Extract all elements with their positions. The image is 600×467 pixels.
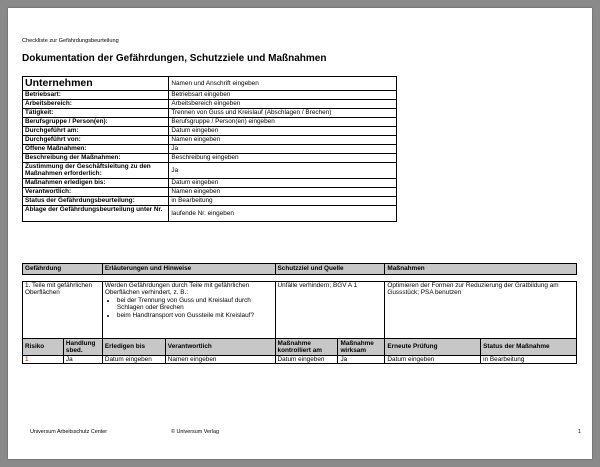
explanation-intro: Werden Gefährdungen durch Teile mit gefährlichen Oberflächen verhindert, z. B.: [104, 282, 250, 297]
info-value[interactable]: Arbeitsbereich eingeben [169, 100, 397, 109]
info-key: Verantwortlich: [23, 188, 169, 197]
col-header-massnahmen: Maßnahmen [385, 264, 577, 275]
col-header-gefaehrdung: Gefährdung [23, 264, 103, 275]
info-key: Durchgeführt von: [23, 136, 169, 145]
page-number: 1 [578, 429, 581, 435]
measure-status-value[interactable]: in Bearbeitung [481, 356, 577, 364]
sub-header-wirksam: Maßnahme wirksam [338, 339, 385, 356]
measures-cell[interactable]: Optimieren der Formen zur Reduzierung der Gratbildung am Gussstück; PSA benutzen [385, 282, 577, 339]
list-item: • bei der Trennung von Guss und Kreislauf durch Schlagen oder Brechen [117, 297, 273, 312]
checklist-label: Checkliste zur Gefährdungsbeurteilung [22, 38, 119, 44]
info-key-unternehmen: Unternehmen [23, 77, 169, 91]
sub-header-kontrolliert: Maßnahme kontrolliert am [275, 339, 338, 356]
hazard-cell: 1. Teile mit gefährlichen Oberflächen [23, 282, 103, 339]
page-title: Dokumentation der Gefährdungen, Schutzziele und Maßnahmen [22, 53, 327, 64]
info-value[interactable]: Betriebsart eingeben [169, 91, 397, 100]
recheck-value[interactable]: Datum eingeben [385, 356, 481, 364]
sub-header-erledigen: Erledigen bis [102, 339, 165, 356]
sub-header-verantwortlich: Verantwortlich [165, 339, 275, 356]
info-key: Tätigkeit: [23, 109, 169, 118]
sub-header-handlung: Handlung sbed. [63, 339, 102, 356]
footer-center: © Universum Verlag [171, 429, 220, 435]
info-key: Maßnahmen erledigen bis: [23, 179, 169, 188]
sub-header-risiko: Risiko [23, 339, 64, 356]
hazard-table [22, 263, 577, 364]
explanation-cell [102, 282, 275, 339]
info-value[interactable]: Beschreibung eingeben [169, 154, 397, 163]
info-key: Status der Gefährdungsbeurteilung: [23, 197, 169, 206]
info-value[interactable]: Namen eingeben [169, 188, 397, 197]
info-value[interactable]: laufende Nr. eingeben [169, 206, 397, 222]
info-key: Berufsgruppe / Person(en): [23, 118, 169, 127]
sub-header-status: Status der Maßnahme [481, 339, 577, 356]
footer-left: Universum Arbeitsschutz Center [30, 429, 107, 435]
risk-value[interactable]: 1 [23, 356, 64, 364]
due-date-value[interactable]: Datum eingeben [102, 356, 165, 364]
info-value[interactable]: Ja [169, 163, 397, 179]
checked-on-value[interactable]: Datum eingeben [275, 356, 338, 364]
explanation-list [105, 297, 273, 319]
info-value[interactable]: Ja [169, 145, 397, 154]
list-item: • beim Handtransport von Gussteile mit Kreislauf? [117, 312, 273, 319]
info-key: Beschreibung der Maßnahmen: [23, 154, 169, 163]
info-value-unternehmen[interactable]: Namen und Anschrift eingeben [169, 77, 397, 91]
info-value[interactable]: in Bearbeitung [169, 197, 397, 206]
info-value[interactable]: Berufsgruppe / Person(en) eingeben [169, 118, 397, 127]
handling-value[interactable]: Ja [63, 356, 102, 364]
protection-goal-cell: Unfälle verhindern; BGV A 1 [275, 282, 385, 339]
responsible-value[interactable]: Namen eingeben [165, 356, 275, 364]
info-key: Zustimmung der Geschäftsleitung zu den Maßnahmen erforderlich: [23, 163, 169, 179]
effective-value[interactable]: Ja [338, 356, 385, 364]
sub-header-pruefung: Erneute Prüfung [385, 339, 481, 356]
info-key: Offene Maßnahmen: [23, 145, 169, 154]
info-value[interactable]: Namen eingeben [169, 136, 397, 145]
info-value[interactable]: Datum eingeben [169, 179, 397, 188]
company-info-table [22, 76, 397, 222]
info-key: Ablage der Gefährdungsbeurteilung unter Nr. [23, 206, 169, 222]
col-header-erlaeuterungen: Erläuterungen und Hinweise [102, 264, 275, 275]
info-value[interactable]: Datum eingeben [169, 127, 397, 136]
info-value[interactable]: Trennen von Guss und Kreislauf (Abschlagen / Brechen) [169, 109, 397, 118]
info-key: Betriebsart: [23, 91, 169, 100]
col-header-schutzziel: Schutzziel und Quelle [275, 264, 385, 275]
table-spacer [23, 275, 577, 282]
info-key: Arbeitsbereich: [23, 100, 169, 109]
info-key: Durchgeführt am: [23, 127, 169, 136]
